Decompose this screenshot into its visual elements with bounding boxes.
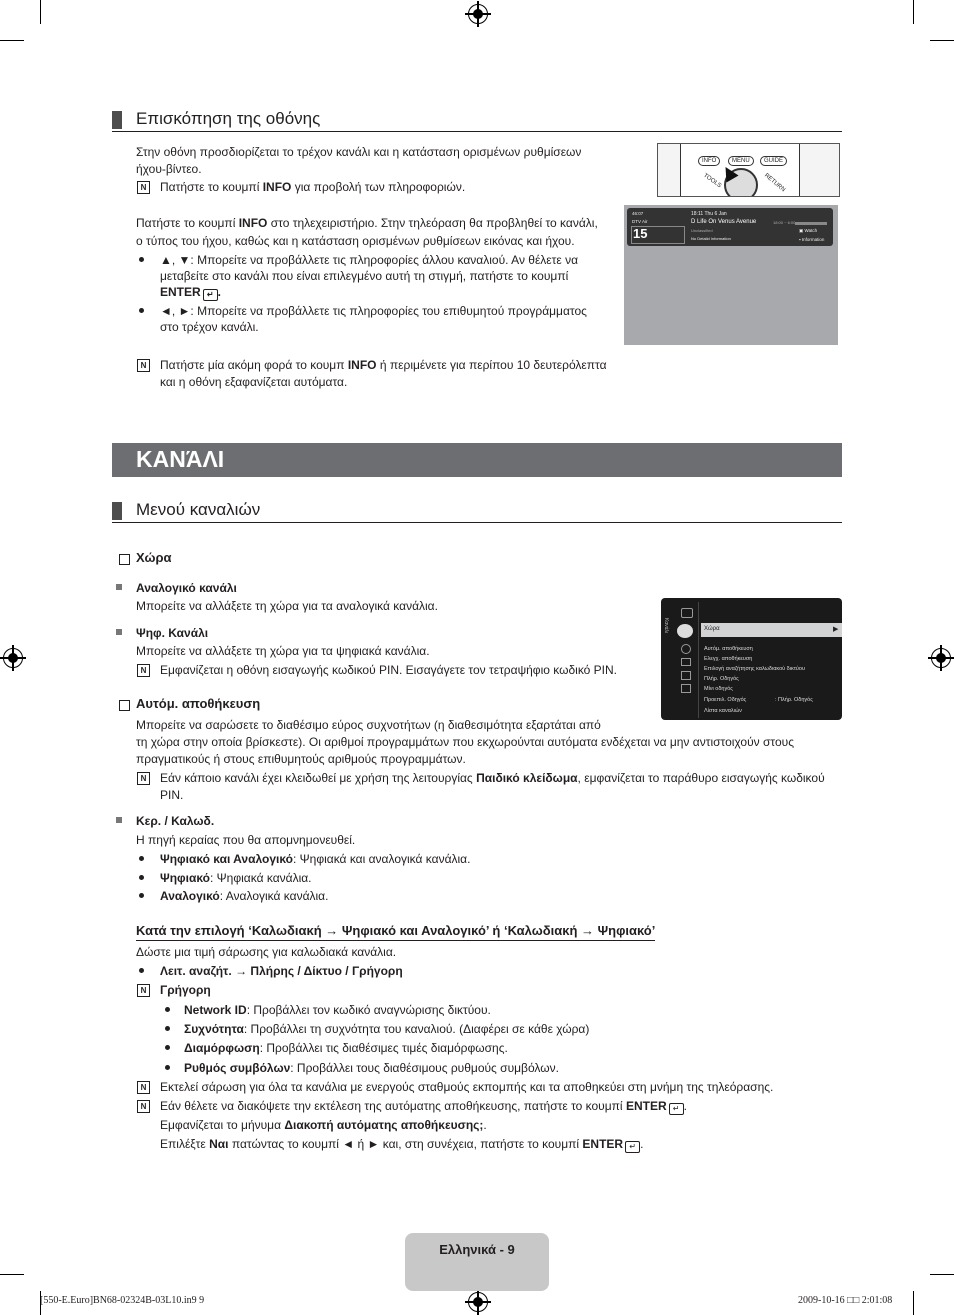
tools-label: TOOLS [702,172,723,190]
bullet [139,875,144,880]
crop-mark [930,40,954,41]
note-icon: N [137,1100,150,1113]
registration-mark-icon [468,4,488,24]
note-icon: N [137,359,150,372]
note-icon: N [137,664,150,677]
note-text: Εμφανίζεται η οθόνη εισαγωγής κωδικού PIN. Εισαγάγετε τον τετραψήφιο κωδικό PIN. [160,663,618,677]
channel-number: 15 [633,226,648,241]
bullet-text: ◄, ►: Μπορείτε να προβάλλετε τις πληροφορίες του επιθυμητού προγράμματος [160,304,587,318]
note-text: και η οθόνη εξαφανίζεται αυτόματα. [160,375,348,389]
bullet-text: στο τρέχον κανάλι. [160,320,259,334]
note-text: PIN. [160,788,184,802]
clock: 46:07 [632,211,644,216]
bullet-text: ▲, ▼: Μπορείτε να προβάλλετε τις πληροφορίες άλλου καναλιού. Αν θέλετε να [160,253,579,267]
bullet-text: Ψηφιακό και Αναλογικό: Ψηφιακά και αναλογικά κανάλια. [160,852,471,866]
setup-icon [681,644,691,654]
checkbox-bullet-icon [119,554,130,565]
arrow-right-icon: ▶ [833,626,839,633]
paragraph: πραγματικούς ή στους επιθυμητούς αριθμούς προγραμμάτων. [136,752,466,766]
time-range: 18:00 ~ 6:00 [773,220,796,225]
progress-bar [795,222,827,225]
remote-control-illustration [657,143,840,197]
bullet-text: Αναλογικό: Αναλογικά κανάλια. [160,889,329,903]
paragraph: Στην οθόνη προσδιορίζεται το τρέχον κανάλι και η κατάσταση ορισμένων ρυθμίσεων [136,145,582,159]
menu-button-label: MENU [728,156,754,166]
bullet [165,1026,170,1031]
detail-info: No Detaild Information [691,236,731,241]
bullet-text: μεταβείτε στο κανάλι που είναι επιλεγμένο αυτή τη στιγμή, πατήστε το κουμπί [160,269,569,283]
datetime: 18:11 Thu 6 Jan [691,211,727,217]
paragraph: Μπορείτε να σαρώσετε το διαθέσιμο εύρος συχνοτήτων (η διαθεσιμότητα εξαρτάται από [136,718,601,732]
menu-side-label: Κανάλι [663,618,669,634]
bullet-text: Λειτ. αναζήτ. → Πλήρης / Δίκτυο / Γρήγορη [160,964,403,978]
bullet [139,893,144,898]
note-icon: N [137,984,150,997]
input-icon [681,658,691,666]
info-button-label: INFO [698,156,720,166]
menu-item: Επιλογή αναζήτησης καλωδιακού δικτύου [704,666,805,672]
item-desc: Μπορείτε να αλλάξετε τη χώρα για τα αναλογικά κανάλια. [136,599,438,613]
print-date: 2009-10-16 □□ 2:01:08 [798,1295,893,1306]
menu-item: Πλήρ. Οδηγός [704,676,739,682]
crop-mark [913,0,914,24]
crop-mark [930,1274,954,1275]
bullet-text: Network ID: Προβάλλει τον κωδικό αναγνώρισης δικτύου. [184,1003,491,1017]
divider [112,522,842,523]
bullet [139,856,144,861]
divider [112,131,842,132]
note-text: Επιλέξτε Ναι πατώντας το κουμπί ◄ ή ► και, στη συνέχεια, πατήστε το κουμπί ENTER ↵ . [160,1137,644,1151]
programme-title: D Life On Venus Avenue [691,219,757,225]
section-title: Επισκόπηση της οθόνης [136,109,321,128]
bullet [165,1007,170,1012]
bullet [139,257,144,262]
info-screen-illustration [624,205,838,345]
item-title: Αναλογικό κανάλι [136,581,237,595]
item-desc: Μπορείτε να αλλάξετε τη χώρα για τα ψηφιακά κανάλια. [136,644,430,658]
bullet-text: Ψηφιακό: Ψηφιακά κανάλια. [160,871,312,885]
bullet [139,308,144,313]
section-title: Μενού καναλιών [136,500,261,519]
channel-icon [677,624,693,638]
classification: Unclassified [691,228,713,233]
file-info: [550-E.Euro]BN68-02324B-03L10.in9 9 [40,1295,205,1306]
menu-item: Αυτόμ. αποθήκευση [704,646,753,652]
registration-mark-icon [468,1292,488,1312]
note-icon: N [137,772,150,785]
guide-button-label: GUIDE [760,156,787,166]
enter-icon: ↵ [669,1103,684,1115]
watch-label: ▣ Watch [799,228,818,233]
support-icon [681,684,691,693]
note-text: Εμφανίζεται το μήνυμα Διακοπή αυτόματης αποθήκευσης;. [160,1118,487,1132]
paragraph: ήχου-βίντεο. [136,162,202,176]
menu-item: Μίνι οδηγός [704,686,733,692]
menu-item: Λίστα καναλιών [704,708,742,714]
item-title: Κερ. / Καλωδ. [136,814,215,828]
crop-mark [0,1274,24,1275]
bullet-text: ENTER ↵ . [160,285,222,299]
square-bullet [116,629,122,635]
paragraph: τη χώρα στην οποία βρίσκεστε). Οι αριθμοί προγραμμάτων που εκχωρούνται αυτόματα ενδέχεται να μην αντιστοιχούν στους [136,735,794,749]
crop-mark [913,1291,914,1315]
enter-icon: ↵ [625,1141,640,1153]
dtv-label: DTV Air [632,219,648,224]
bullet [165,1045,170,1050]
chapter-title: ΚΑΝΆΛΙ [136,446,225,472]
bullet-text: Διαμόρφωση: Προβάλλει τις διαθέσιμες τιμές διαμόρφωσης. [184,1041,508,1055]
menu-item: Προεπιλ. Οδηγός [704,697,747,703]
bullet [165,1065,170,1070]
note-icon: N [137,1081,150,1094]
chapter-banner [112,443,842,477]
square-bullet [116,584,122,590]
crop-mark [40,0,41,24]
note-text: Πατήστε το κουμπί INFO για προβολή των πληροφοριών. [160,180,466,194]
checkbox-bullet-icon [119,700,130,711]
paragraph: Δώστε μια τιμή σάρωσης για καλωδιακά κανάλια. [136,945,397,959]
menu-item: Χώρα [704,626,720,632]
return-label: RETURN [762,172,787,194]
subheading: Αυτόμ. αποθήκευση [136,696,261,711]
paragraph: Πατήστε το κουμπί INFO στο τηλεχειριστήριο. Στην τηλεόραση θα προβληθεί το κανάλι, [136,216,598,230]
menu-highlight [701,623,842,637]
menu-item: Ελεγχ. αποθήκευση [704,656,753,662]
item-title: Ψηφ. Κανάλι [136,626,209,640]
subheading: Χώρα [136,550,172,565]
note-icon: N [137,181,150,194]
note-text: Εάν κάποιο κανάλι έχει κλειδωθεί με χρήση της λειτουργίας Παιδικό κλείδωμα, εμφανίζεται το παράθυρο εισαγωγής κωδικού [160,771,825,785]
information-label: ▪ Information [799,237,825,242]
page-number-tab [405,1233,549,1291]
enter-icon: ↵ [203,289,218,301]
bullet [139,968,144,973]
note-text: Γρήγορη [160,983,211,997]
channel-menu-illustration [661,598,842,720]
cable-heading: Κατά την επιλογή ‘Καλωδιακή → Ψηφιακό και Αναλογικό’ ή ‘Καλωδιακή → Ψηφιακό’ [136,921,655,941]
note-text: Εάν θέλετε να διακόψετε την εκτέλεση της αυτόματης αποθήκευσης, πατήστε το κουμπί ENTER ↵ . [160,1099,687,1113]
square-bullet [116,817,122,823]
application-icon [681,671,691,680]
bullet-text: Συχνότητα: Προβάλλει τη συχνότητα του καναλιού. (Διαφέρει σε κάθε χώρα) [184,1022,590,1036]
page-number: Ελληνικά - 9 [439,1242,515,1257]
note-text: Πατήστε μία ακόμη φορά το κουμπ INFO ή περιμένετε για περίπου 10 δευτερόλεπτα [160,358,607,372]
crop-mark [0,40,24,41]
paragraph: ο τύπος του ήχου, καθώς και η κατάσταση ορισμένων ρυθμίσεων εικόνας και ήχου. [136,234,575,248]
note-text: Εκτελεί σάρωση για όλα τα κανάλια με ενεργούς σταθμούς εκπομπής και τα αποθηκεύει στη μνήμη της τηλεόρασης. [160,1080,774,1094]
item-desc: Η πηγή κεραίας που θα απομνημονευθεί. [136,833,356,847]
menu-item-value: : Πλήρ. Οδηγός [775,697,813,703]
bullet-text: Ρυθμός συμβόλων: Προβάλλει τους διαθέσιμους ρυθμούς συμβόλων. [184,1061,559,1075]
registration-mark-icon [931,648,951,668]
picture-icon [681,608,693,618]
info-banner [627,208,833,246]
registration-mark-icon [3,648,23,668]
